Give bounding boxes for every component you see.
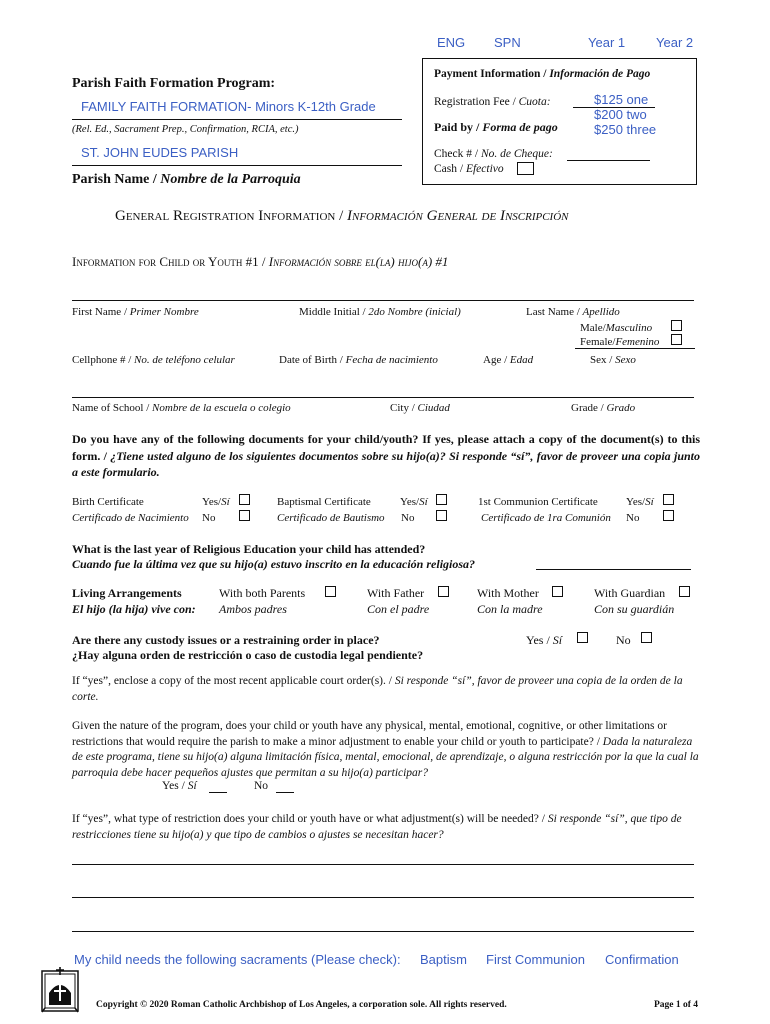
- limitations-yes-label: Yes / Sí: [162, 780, 197, 792]
- limitations-yes-field[interactable]: [209, 792, 227, 793]
- copyright-text: Copyright © 2020 Roman Catholic Archbishop of Los Angeles, a corporation sole. All rights reserved.: [96, 1000, 507, 1010]
- first-name-label: First Name / Primer Nombre: [72, 306, 199, 318]
- living-guardian-label: With Guardian: [594, 586, 666, 600]
- baptismal-no-checkbox[interactable]: [436, 510, 447, 521]
- fee-option-two[interactable]: $200 two: [594, 107, 647, 122]
- tab-year-1[interactable]: Year 1: [588, 35, 626, 50]
- custody-yes-label: Yes / Sí: [526, 633, 563, 647]
- living-father-label-es: Con el padre: [367, 602, 430, 616]
- living-both-checkbox[interactable]: [325, 586, 336, 597]
- birth-yes-checkbox[interactable]: [239, 494, 250, 505]
- parish-field[interactable]: ST. JOHN EUDES PARISH: [81, 145, 239, 160]
- sacraments-prompt: My child needs the following sacraments (Please check):: [74, 952, 401, 967]
- living-father-label: With Father: [367, 586, 425, 600]
- living-mother-label-es: Con la madre: [477, 602, 543, 616]
- baptismal-yes-label: Yes/Sí: [400, 496, 428, 508]
- program-underline: [72, 119, 402, 120]
- child-section-title: Information for Child or Youth #1 / Información sobre el(la) hijo(a) #1: [72, 254, 449, 269]
- cellphone-label: Cellphone # / No. de teléfono celular: [72, 354, 235, 366]
- cash-label: Cash / Efectivo: [434, 163, 504, 175]
- program-field[interactable]: FAMILY FAITH FORMATION- Minors K-12th Grade: [81, 99, 376, 114]
- communion-cert-label-es: Certificado de 1ra Comunión: [481, 512, 611, 524]
- baptismal-cert-label-es: Certificado de Bautismo: [277, 512, 385, 524]
- limitations-question: Given the nature of the program, does your child or youth have any physical, mental, emotional, cognitive, or other limitations or restrictions that would require the parish to make a minor adjustment to enable your child or youth to participate? / Dada la naturaleza de este programa, tiene su hijo(a) alguna limitación física, mental, emocional, de aprendizaje, o alguna restricción por la que la cual la parroquia debe hacer pequeños ajustes que permitan a su hijo(a) participar?: [72, 720, 699, 779]
- sacrament-first-communion[interactable]: First Communion: [486, 952, 585, 967]
- paid-by-label: Paid by / Forma de pago: [434, 120, 558, 134]
- last-name-label: Last Name / Apellido: [526, 306, 620, 318]
- program-note: (Rel. Ed., Sacrament Prep., Confirmation, RCIA, etc.): [72, 124, 299, 135]
- check-label: Check # / No. de Cheque:: [434, 148, 553, 160]
- living-guardian-label-es: Con su guardián: [594, 602, 675, 616]
- tab-spn[interactable]: SPN: [494, 35, 521, 50]
- archdiocese-logo: [39, 963, 81, 1013]
- fee-label: Registration Fee / Cuota:: [434, 96, 551, 108]
- school-row-field[interactable]: [72, 397, 694, 398]
- living-father-checkbox[interactable]: [438, 586, 449, 597]
- baptismal-cert-label: Baptismal Certificate: [277, 496, 371, 508]
- documents-question: Do you have any of the following documents for your child/youth? If yes, please attach a copy of the document(s) to this form. / ¿Tiene usted alguno de los siguientes documentos sobre su hijo(a)? Si responde “sí”, favor de proveer una copia junto a este formulario.: [72, 432, 700, 479]
- tab-year-2[interactable]: Year 2: [656, 35, 694, 50]
- sex-field[interactable]: [575, 348, 695, 349]
- limitations-answer-line-3[interactable]: [72, 931, 694, 932]
- middle-initial-label: Middle Initial / 2do Nombre (inicial): [299, 306, 461, 318]
- living-guardian-checkbox[interactable]: [679, 586, 690, 597]
- limitations-no-label: No: [254, 780, 269, 792]
- limitations-answer-line-2[interactable]: [72, 897, 694, 898]
- section-title: General Registration Information / Información General de Inscripción: [115, 208, 569, 224]
- religious-ed-field[interactable]: [536, 569, 691, 570]
- baptismal-no-label: No: [401, 512, 415, 524]
- custody-question: Are there any custody issues or a restraining order in place?: [72, 633, 380, 647]
- custody-no-checkbox[interactable]: [641, 632, 652, 643]
- fee-option-one[interactable]: $125 one: [594, 92, 649, 107]
- male-checkbox[interactable]: [671, 320, 682, 331]
- limitations-no-field[interactable]: [276, 792, 294, 793]
- birth-cert-label-es: Certificado de Nacimiento: [72, 512, 189, 524]
- male-label: Male/Masculino: [580, 322, 653, 334]
- living-label-es: El hijo (la hija) vive con:: [72, 602, 196, 616]
- name-row-field[interactable]: [72, 300, 694, 301]
- sacrament-baptism[interactable]: Baptism: [420, 952, 467, 967]
- communion-yes-label: Yes/Sí: [626, 496, 654, 508]
- female-label: Female/Femenino: [580, 336, 660, 348]
- parish-underline: [72, 165, 402, 166]
- custody-question-es: ¿Hay alguna orden de restricción o caso de custodia legal pendiente?: [72, 648, 424, 662]
- living-both-label-es: Ambos padres: [219, 602, 287, 616]
- dob-label: Date of Birth / Fecha de nacimiento: [279, 354, 438, 366]
- check-number-field[interactable]: [567, 160, 650, 161]
- payment-title: Payment Information / Información de Pago: [434, 68, 651, 80]
- birth-no-checkbox[interactable]: [239, 510, 250, 521]
- grade-label: Grade / Grado: [571, 402, 636, 414]
- age-label: Age / Edad: [483, 354, 534, 366]
- school-label: Name of School / Nombre de la escuela o colegio: [72, 402, 291, 414]
- tab-eng[interactable]: ENG: [437, 35, 466, 50]
- religious-ed-question: What is the last year of Religious Education your child has attended?: [72, 542, 426, 556]
- communion-no-label: No: [626, 512, 640, 524]
- custody-note: If “yes”, enclose a copy of the most recent applicable court order(s). / Si responde “sí”, favor de proveer una copia de la orden de la corte.: [72, 675, 683, 703]
- religious-ed-question-es: Cuando fue la última vez que su hijo(a) estuvo inscrito en la educación religiosa?: [72, 557, 476, 571]
- city-label: City / Ciudad: [390, 402, 450, 414]
- birth-yes-label: Yes/Sí: [202, 496, 230, 508]
- female-checkbox[interactable]: [671, 334, 682, 345]
- communion-no-checkbox[interactable]: [663, 510, 674, 521]
- living-both-label: With both Parents: [219, 586, 306, 600]
- communion-yes-checkbox[interactable]: [663, 494, 674, 505]
- baptismal-yes-checkbox[interactable]: [436, 494, 447, 505]
- cash-checkbox[interactable]: [517, 162, 534, 175]
- fee-option-three[interactable]: $250 three: [594, 122, 657, 137]
- page-number: Page 1 of 4: [654, 1000, 699, 1010]
- sacrament-confirmation[interactable]: Confirmation: [605, 952, 679, 967]
- sex-label: Sex / Sexo: [590, 354, 636, 366]
- communion-cert-label: 1st Communion Certificate: [478, 496, 598, 508]
- birth-no-label: No: [202, 512, 216, 524]
- limitations-answer-line-1[interactable]: [72, 864, 694, 865]
- living-label: Living Arrangements: [72, 586, 182, 600]
- custody-no-label: No: [616, 633, 631, 647]
- living-mother-label: With Mother: [477, 586, 539, 600]
- custody-yes-checkbox[interactable]: [577, 632, 588, 643]
- living-mother-checkbox[interactable]: [552, 586, 563, 597]
- program-label: Parish Faith Formation Program:: [72, 76, 276, 91]
- limitations-followup: If “yes”, what type of restriction does your child or youth have or what adjustment(s) will be needed? / Si responde “sí”, que tipo de restricciones tiene su hijo(a) y que tipo de cambios o ajustes se necesitan hacer?: [72, 813, 682, 841]
- parish-label: Parish Name / Nombre de la Parroquia: [72, 172, 301, 187]
- birth-cert-label: Birth Certificate: [72, 496, 144, 508]
